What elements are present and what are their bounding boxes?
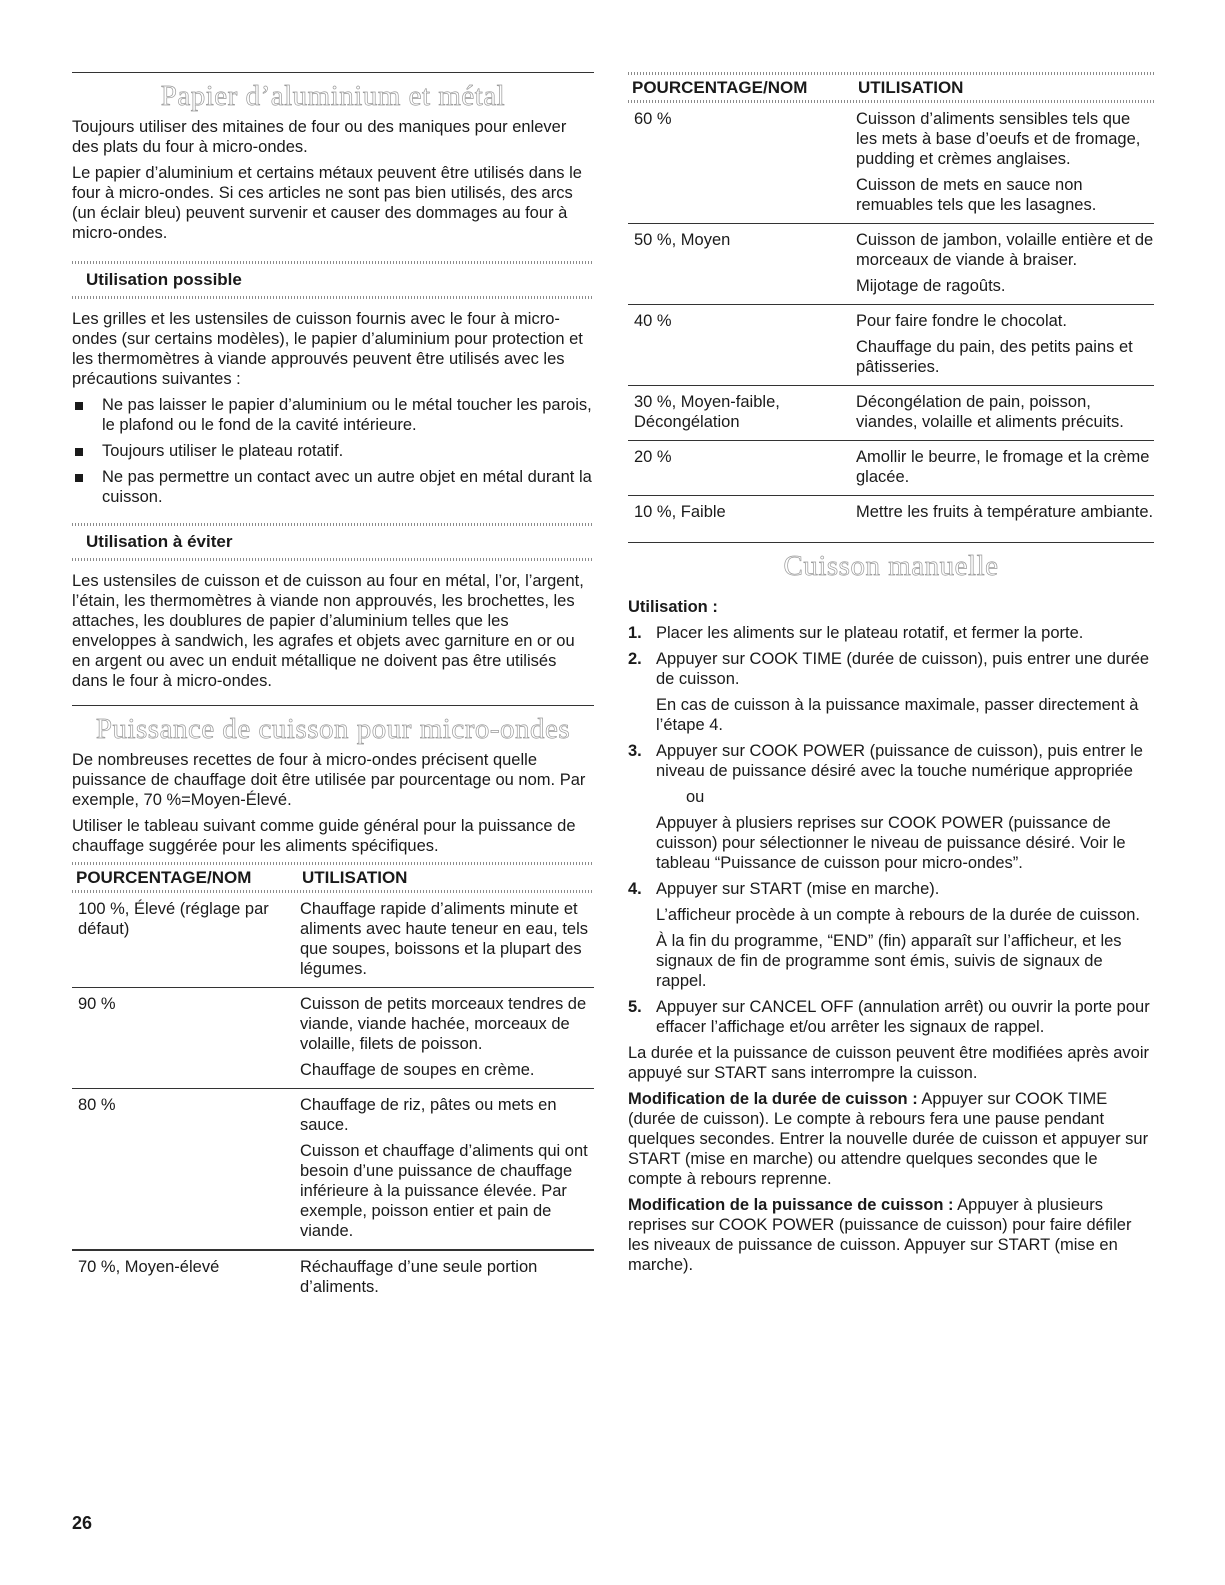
step-item xyxy=(628,741,1154,873)
column-header-usage: UTILISATION xyxy=(302,868,408,887)
table-row xyxy=(628,103,1154,224)
table-row xyxy=(72,1089,594,1250)
aluminium-section-title: Papier d’aluminium et métal xyxy=(160,80,506,112)
power-paragraph-2: Utiliser le tableau suivant comme guide général pour la puissance de chauffage suggérée pour les aliments spécifiques. xyxy=(72,817,576,855)
step-note: À la fin du programme, “END” (fin) apparaît sur l’afficheur, et les signaux de fin de programme sont émis, suivis de signaux de rappel. xyxy=(656,932,1122,990)
step-number: 4. xyxy=(628,880,642,898)
step-text: Appuyer sur CANCEL OFF (annulation arrêt) ou ouvrir la porte pour effacer l’affichage et/ou arrêter les signaux de rappel. xyxy=(656,998,1150,1036)
table-row xyxy=(628,305,1154,386)
power-table-continued xyxy=(628,103,1154,542)
step-item xyxy=(628,649,1154,735)
power-section-title: Puissance de cuisson pour micro-ondes xyxy=(95,713,571,745)
step-item xyxy=(628,623,1154,643)
step-item xyxy=(628,879,1154,991)
percent-cell: 90 % xyxy=(78,995,116,1013)
page-number: 26 xyxy=(72,1513,93,1533)
percent-cell: 10 %, Faible xyxy=(634,503,726,521)
column-header-usage: UTILISATION xyxy=(858,78,964,97)
aluminium-paragraph-1: Toujours utiliser des mitaines de four ou des maniques pour enlever des plats du four à micro-ondes. xyxy=(72,118,567,156)
power-table xyxy=(72,893,594,1305)
usage-cell: Cuisson de mets en sauce non remuables tels que les lasagnes. xyxy=(856,176,1097,214)
step-note: En cas de cuisson à la puissance maximale, passer directement à l’étape 4. xyxy=(656,696,1139,734)
usage-cell: Mijotage de ragoûts. xyxy=(856,277,1006,295)
usage-cell: Décongélation de pain, poisson, viandes, volaille et aliments précuits. xyxy=(856,393,1124,431)
modify-intro: La durée et la puissance de cuisson peuvent être modifiées après avoir appuyé sur START sans interrompre la cuisson. xyxy=(628,1044,1149,1082)
aluminium-paragraph-2: Le papier d’aluminium et certains métaux peuvent être utilisés dans le four à micro-ondes. Si ces articles ne sont pas bien utilisés, des arcs (un éclair bleu) peuvent survenir et causer des dommages au four à micro-ondes. xyxy=(72,164,582,242)
table-row xyxy=(72,1250,594,1305)
possible-use-intro: Les grilles et les ustensiles de cuisson fournis avec le four à micro-ondes (sur certains modèles), le papier d’aluminium pour protection et les thermomètres à viande approuvés peuvent être utilisés avec les précautions suivantes : xyxy=(72,310,583,388)
usage-cell: Cuisson de petits morceaux tendres de viande, viande hachée, morceaux de volaille, filets de poisson. xyxy=(300,995,587,1053)
usage-cell: Mettre les fruits à température ambiante. xyxy=(856,503,1154,521)
percent-cell: 60 % xyxy=(634,110,672,128)
modify-time-text: Appuyer sur COOK TIME (durée de cuisson). Le compte à rebours fera une pause pendant quelques secondes. Entrer la nouvelle durée de cuisson et appuyer sur START (mise en marche) ou attendre quelques secondes que le compte à rebours reprenne. xyxy=(628,1090,1149,1188)
modify-time-label: Modification de la durée de cuisson : xyxy=(628,1090,918,1108)
list-item: Toujours utiliser le plateau rotatif. xyxy=(72,441,594,461)
avoid-use-heading: Utilisation à éviter xyxy=(86,532,233,551)
list-item: Ne pas laisser le papier d’aluminium ou le métal toucher les parois, le plafond ou le fond de la cavité intérieure. xyxy=(72,395,594,435)
table-row xyxy=(628,496,1154,542)
manual-steps xyxy=(628,623,1154,1037)
percent-cell: 70 %, Moyen-élevé xyxy=(78,1258,220,1276)
step-text: Appuyer sur START (mise en marche). xyxy=(656,880,940,898)
step-item xyxy=(628,997,1154,1037)
usage-cell: Cuisson d’aliments sensibles tels que les mets à base d’oeufs et de fromage, pudding et crèmes anglaises. xyxy=(856,110,1141,168)
possible-use-heading: Utilisation possible xyxy=(86,270,242,289)
power-table-header xyxy=(628,75,1154,100)
left-column xyxy=(72,0,594,1305)
usage-cell: Chauffage de soupes en crème. xyxy=(300,1061,535,1079)
percent-cell: 100 %, Élevé (réglage par défaut) xyxy=(78,900,269,938)
step-text: Placer les aliments sur le plateau rotatif, et fermer la porte. xyxy=(656,624,1084,642)
table-row xyxy=(72,988,594,1089)
usage-cell: Pour faire fondre le chocolat. xyxy=(856,312,1067,330)
modify-time-paragraph xyxy=(628,1089,1154,1189)
table-row xyxy=(628,224,1154,305)
usage-label: Utilisation : xyxy=(628,598,718,616)
power-paragraph-1: De nombreuses recettes de four à micro-ondes précisent quelle puissance de chauffage doit être utilisée par pourcentage ou nom. Par exemple, 70 %=Moyen-Élevé. xyxy=(72,751,586,809)
modify-power-text: Appuyer à plusieurs reprises sur COOK POWER (puissance de cuisson) pour faire défiler les niveaux de puissance de cuisson. Appuyer sur START (mise en marche). xyxy=(628,1196,1132,1274)
step-text: Appuyer sur COOK POWER (puissance de cuisson), puis entrer le niveau de puissance désiré avec la touche numérique appropriée xyxy=(656,742,1143,780)
list-item: Ne pas permettre un contact avec un autre objet en métal durant la cuisson. xyxy=(72,467,594,507)
usage-cell: Cuisson et chauffage d’aliments qui ont besoin d’une puissance de chauffage inférieure à la puissance élevée. Par exemple, poisson entier et pain de viande. xyxy=(300,1142,588,1240)
step-text: Appuyer sur COOK TIME (durée de cuisson), puis entrer une durée de cuisson. xyxy=(656,650,1150,688)
avoid-use-text: Les ustensiles de cuisson et de cuisson au four en métal, l’or, l’argent, l’étain, les thermomètres à viande non approuvés, les brochettes, les attaches, les doublures de papier d’aluminium telles que les enveloppes à sandwich, les agrafes et objets avec garniture en or ou en argent ou avec un enduit métallique ne doivent pas être utilisés dans le four à micro-ondes. xyxy=(72,572,584,690)
column-header-percent: POURCENTAGE/NOM xyxy=(76,868,252,887)
percent-cell: 80 % xyxy=(78,1096,116,1114)
usage-cell: Chauffage rapide d’aliments minute et aliments avec haute teneur en eau, tels que soupes, boissons et la plupart des légumes. xyxy=(300,900,589,978)
possible-use-list xyxy=(72,395,594,507)
modify-power-label: Modification de la puissance de cuisson : xyxy=(628,1196,954,1214)
percent-cell: 20 % xyxy=(634,448,672,466)
usage-cell: Chauffage de riz, pâtes ou mets en sauce. xyxy=(300,1096,557,1134)
usage-cell: Réchauffage d’une seule portion d’aliments. xyxy=(300,1258,538,1296)
percent-cell: 30 %, Moyen-faible, Décongélation xyxy=(634,393,780,431)
modify-power-paragraph xyxy=(628,1195,1154,1275)
percent-cell: 50 %, Moyen xyxy=(634,231,731,249)
step-note: Appuyer à plusiers reprises sur COOK POWER (puissance de cuisson) pour sélectionner le niveau de puissance désiré. Voir le tableau “Puissance de cuisson pour micro-ondes”. xyxy=(656,814,1126,872)
step-note: L’afficheur procède à un compte à rebours de la durée de cuisson. xyxy=(656,906,1141,924)
step-number: 3. xyxy=(628,742,642,760)
table-row xyxy=(628,386,1154,441)
section-rule xyxy=(72,705,594,706)
usage-cell: Chauffage du pain, des petits pains et pâtisseries. xyxy=(856,338,1133,376)
step-number: 2. xyxy=(628,650,642,668)
right-column xyxy=(628,0,1154,1281)
percent-cell: 40 % xyxy=(634,312,672,330)
step-or: ou xyxy=(686,788,705,806)
table-row xyxy=(72,893,594,988)
usage-cell: Amollir le beurre, le fromage et la crème glacée. xyxy=(856,448,1150,486)
step-number: 5. xyxy=(628,998,642,1016)
power-table-header xyxy=(72,865,594,890)
step-number: 1. xyxy=(628,624,642,642)
table-row xyxy=(628,441,1154,496)
section-rule xyxy=(628,542,1154,543)
usage-cell: Cuisson de jambon, volaille entière et de morceaux de viande à braiser. xyxy=(856,231,1154,269)
section-rule xyxy=(72,72,594,73)
column-header-percent: POURCENTAGE/NOM xyxy=(632,78,808,97)
manual-section-title: Cuisson manuelle xyxy=(783,550,999,582)
